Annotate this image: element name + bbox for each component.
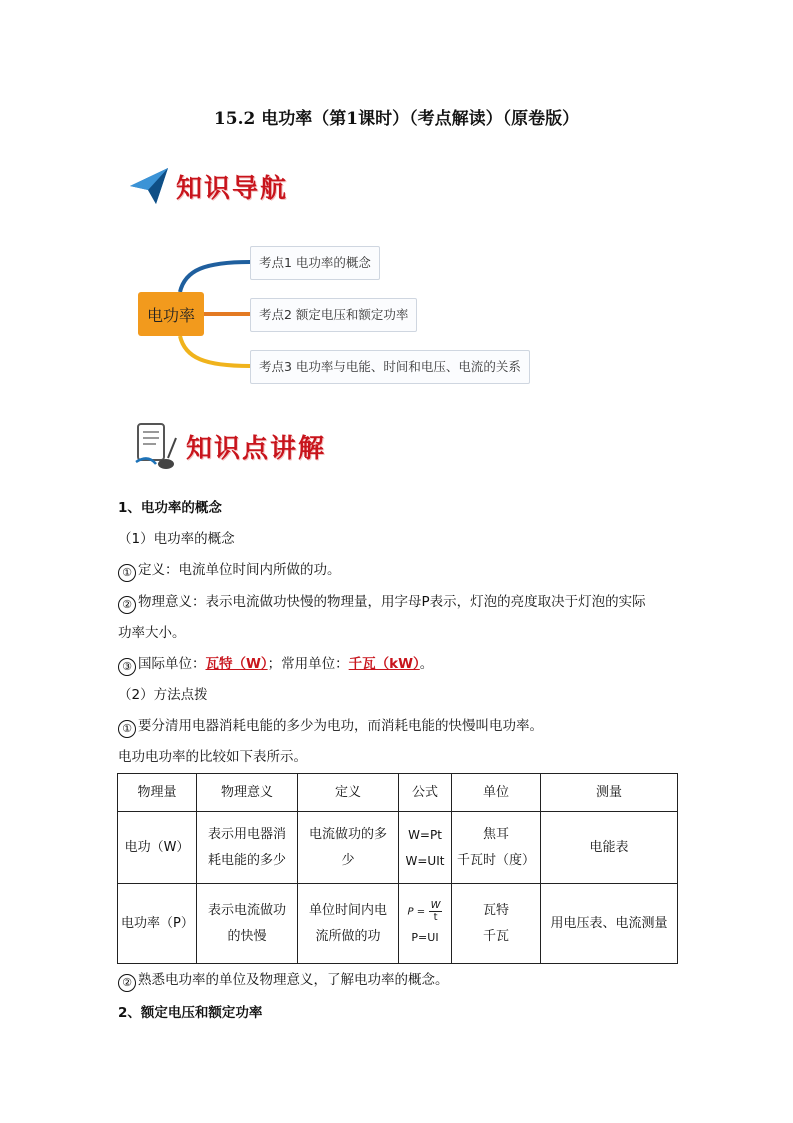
table-cell: 单位时间内电 流所做的功	[298, 884, 399, 964]
table-cell: 用电压表、电流测量	[541, 884, 678, 964]
table-header: 测量	[541, 774, 678, 812]
table-header: 物理意义	[197, 774, 298, 812]
knowledge-explain-title: 知识点讲解	[186, 434, 327, 464]
section-1-heading: 1、电功率的概念	[118, 500, 222, 516]
table-row	[118, 812, 678, 884]
mindmap-branch-2: 考点2 额定电压和额定功率	[250, 298, 417, 332]
meaning-item-continued: 功率大小。	[118, 625, 186, 641]
table-cell: 表示用电器消 耗电能的多少	[197, 812, 298, 884]
table-header: 单位	[452, 774, 541, 812]
section-2-heading: 2、额定电压和额定功率	[118, 1005, 263, 1021]
knowledge-nav-banner	[124, 160, 324, 220]
knowledge-nav-title: 知识导航	[176, 174, 289, 204]
page-title: 15.2 电功率（第1课时）（考点解读）（原卷版）	[213, 109, 580, 129]
mindmap-branch-3: 考点3 电功率与电能、时间和电压、电流的关系	[250, 350, 530, 384]
tip-item-1: ① 要分清用电器消耗电能的多少为电功，而消耗电能的快慢叫电功率。	[118, 716, 543, 738]
comparison-table	[117, 773, 678, 964]
circled-number: ①	[118, 564, 136, 582]
tip-item-2: ② 熟悉电功率的单位及物理意义，了解电功率的概念。	[118, 970, 449, 992]
table-header-row	[118, 774, 678, 812]
table-cell: P = $\frac{W}{t}$ P=UI	[399, 884, 452, 964]
table-cell: 表示电流做功 的快慢	[197, 884, 298, 964]
circled-number: ②	[118, 596, 136, 614]
common-unit: 千瓦（kW）	[348, 656, 420, 672]
table-cell: 电能表	[541, 812, 678, 884]
circled-number: ②	[118, 974, 136, 992]
power-formula-fraction: P = $\frac{W}{t}$	[407, 900, 441, 923]
table-cell: W=Pt W=UIt	[399, 812, 452, 884]
table-cell: 焦耳 千瓦时（度）	[452, 812, 541, 884]
circled-number: ①	[118, 720, 136, 738]
table-cell: 电功率（P）	[118, 884, 197, 964]
table-header: 物理量	[118, 774, 197, 812]
table-cell: 电功（W）	[118, 812, 197, 884]
table-intro: 电功电功率的比较如下表所示。	[118, 749, 307, 765]
mindmap-branch-1: 考点1 电功率的概念	[250, 246, 380, 280]
branch-connector-1	[180, 262, 250, 292]
definition-item: ① 定义：电流单位时间内所做的功。	[118, 560, 341, 582]
si-unit: 瓦特（W）	[205, 656, 268, 672]
table-cell: 电流做功的多 少	[298, 812, 399, 884]
scroll-quill-icon	[128, 418, 180, 474]
table-header: 公式	[399, 774, 452, 812]
mindmap-center-node: 电功率	[138, 292, 204, 336]
meaning-item: ② 物理意义：表示电流做功快慢的物理量，用字母P表示，灯泡的亮度取决于灯泡的实际	[118, 592, 646, 614]
units-item: ③ 国际单位：瓦特（W）；常用单位：千瓦（kW）。	[118, 654, 433, 676]
table-cell: 瓦特 千瓦	[452, 884, 541, 964]
branch-connector-3	[180, 336, 250, 366]
paper-plane-icon	[126, 164, 172, 208]
table-row	[118, 884, 678, 964]
circled-number: ③	[118, 658, 136, 676]
section-1-sub1: （1）电功率的概念	[118, 531, 235, 547]
section-1-sub2: （2）方法点拨	[118, 687, 208, 703]
table-header: 定义	[298, 774, 399, 812]
knowledge-explain-banner	[124, 418, 364, 478]
